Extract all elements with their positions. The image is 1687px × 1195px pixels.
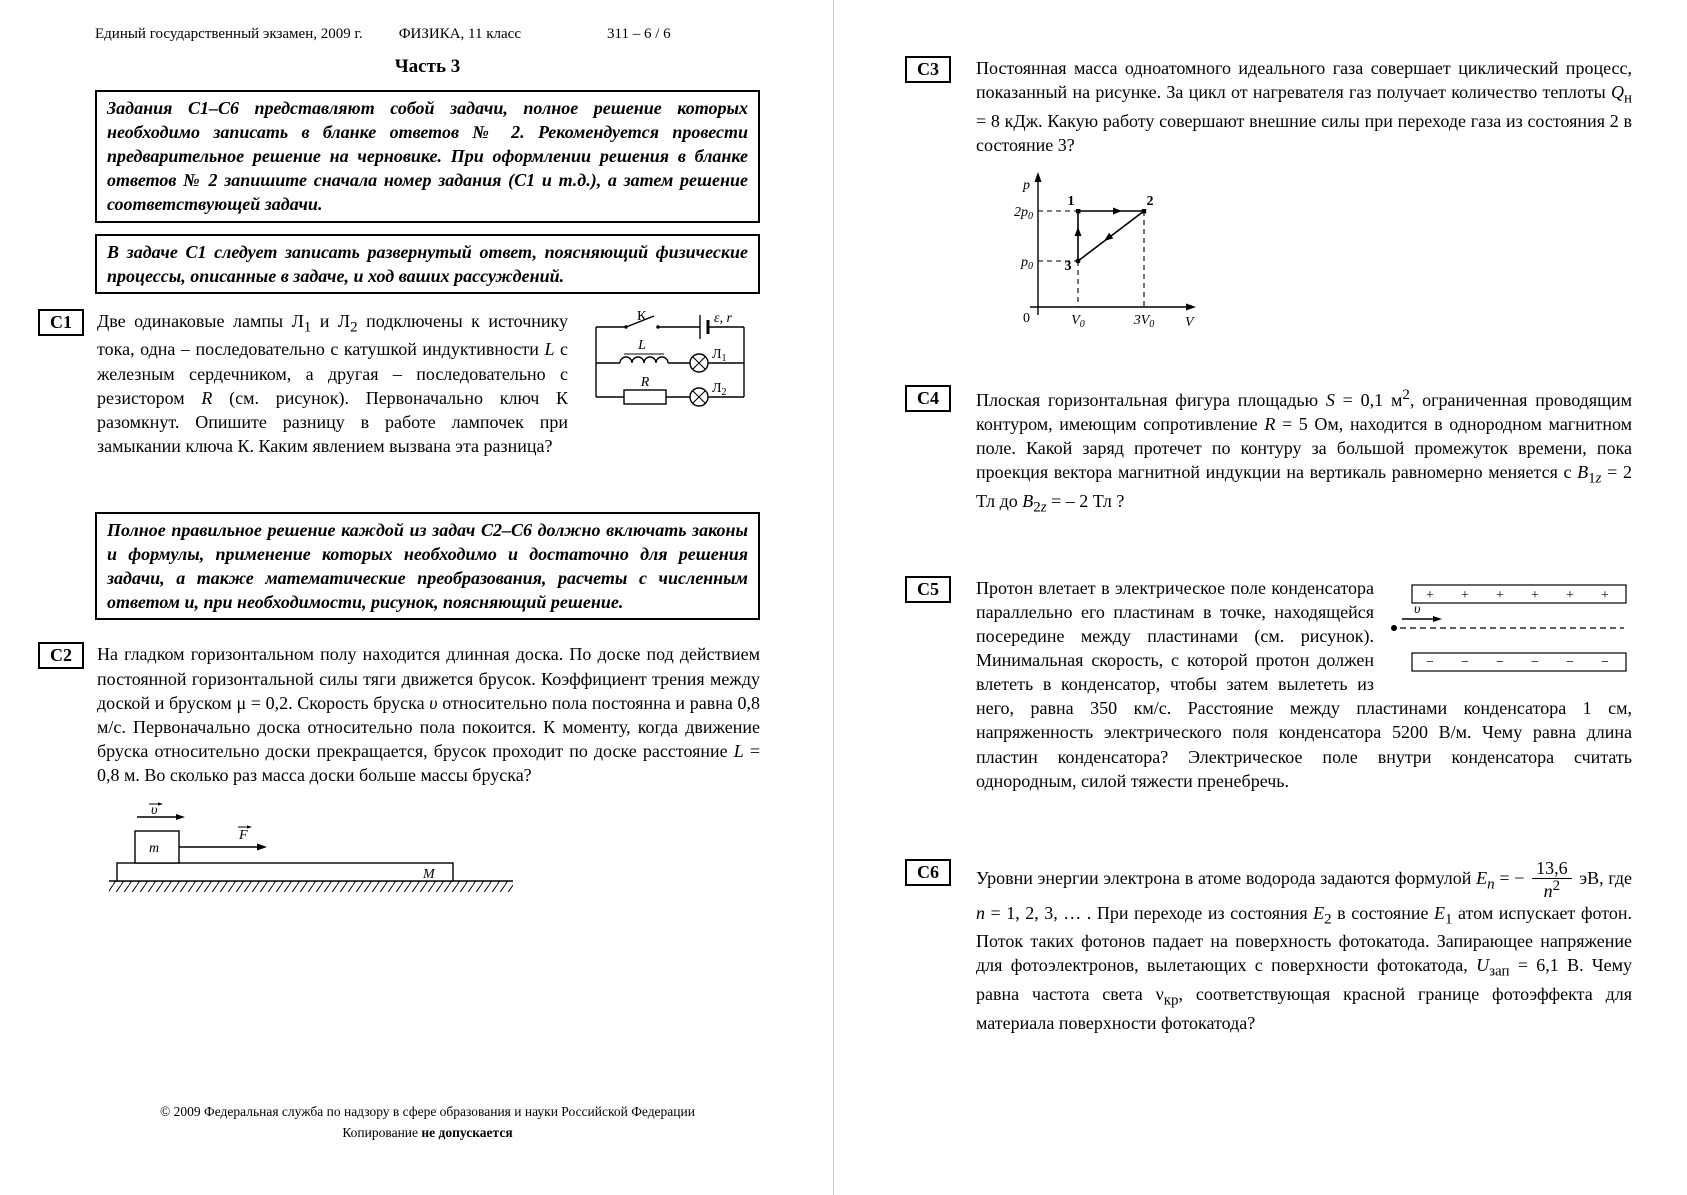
footer-copyright: © 2009 Федеральная служба по надзору в сфере образования и науки Российской Федерации <box>160 1104 695 1119</box>
capacitor-figure <box>1384 579 1632 685</box>
part-title: Часть 3 <box>394 56 461 77</box>
svg-text:−: − <box>1566 654 1574 670</box>
problem-c6-body <box>976 859 1632 1035</box>
problem-c4-body <box>976 385 1632 518</box>
capacitor-diagram <box>1384 579 1632 679</box>
force-label: F <box>239 828 248 844</box>
level-p0-label: $p_0$ <box>1021 255 1033 273</box>
bottom-plate <box>1412 653 1626 671</box>
arrow-1-2 <box>1113 208 1122 215</box>
problem-c6-text: Уровни энергии электрона в атоме водорода задаются формулой $E_n$ = − $\frac{13,6}{n^2}$ эВ, где n = 1, 2, 3, … . При переходе из состояния $E_2$ в состояние $E_1$ атом испускает фотон. Поток таких фотонов падает на поверхность фотокатода. Запирающее напряжение для фотоэлектронов, вылетающих с поверхности фотокатода, $U_{зап} = 6,1$ В. Чему равна частота света $\nu_{кр}$, соответствующая красной границе фотоэффекта для материала поверхности фотокатода? <box>976 857 1633 1033</box>
svg-text:−: − <box>1426 654 1434 670</box>
problem-c1-label: С1 <box>38 309 84 336</box>
velocity-vector-head <box>158 802 163 805</box>
v0-label: $V_0$ <box>1071 313 1085 331</box>
problem-c2-body <box>97 642 760 905</box>
svg-text:+: + <box>1566 587 1574 603</box>
svg-text:+: + <box>1496 587 1504 603</box>
instruction-box-1: Задания С1–С6 представляют собой задачи, полное решение которых необходимо записать в бланке ответов № 2. Рекомендуется провести предварительное решение на черновике. При оформлении решения в бланке ответов № 2 запишите сначала номер задания (С1 и т.д.), а затем решение соответствующей задачи. <box>95 90 760 223</box>
problem-c5-label: С5 <box>905 576 951 603</box>
problem-c4-label: С4 <box>905 385 951 412</box>
page-header <box>95 26 760 43</box>
svg-text:+: + <box>1461 587 1469 603</box>
switch-contact-dot <box>656 325 659 328</box>
proton-velocity-arrowhead <box>1433 616 1442 622</box>
top-plate <box>1412 585 1626 603</box>
svg-text:−: − <box>1461 654 1469 670</box>
velocity-arrowhead <box>176 814 185 820</box>
x-axis-arrowhead <box>1186 304 1196 311</box>
v-axis-label: V <box>1185 315 1194 331</box>
page-footer <box>95 1102 760 1144</box>
arrow-2-3 <box>1104 233 1113 241</box>
origin-label: 0 <box>1023 311 1030 327</box>
problem-c1 <box>38 309 760 458</box>
problem-c3-label: С3 <box>905 56 951 83</box>
svg-text:+: + <box>1426 587 1434 603</box>
svg-text:−: − <box>1496 654 1504 670</box>
problem-c2 <box>38 642 760 905</box>
level-2p0-label: $2p_0$ <box>1014 205 1033 223</box>
problem-c5 <box>905 576 1632 793</box>
svg-text:−: − <box>1601 654 1609 670</box>
problem-c6 <box>905 859 1632 1035</box>
inductor-label: L <box>638 337 646 353</box>
problem-c2-label: С2 <box>38 642 84 669</box>
ground-hatch <box>109 881 513 892</box>
board-rect <box>117 863 453 881</box>
state-2-label: 2 <box>1146 194 1154 210</box>
problem-c4 <box>905 385 1632 518</box>
y-axis-arrowhead <box>1035 172 1042 182</box>
svg-text:−: − <box>1531 654 1539 670</box>
force-vector-head <box>247 825 252 828</box>
circuit-figure <box>580 311 760 429</box>
state-3-marker <box>1076 259 1081 264</box>
page-number: 311 – 6 / 6 <box>607 26 671 42</box>
p-axis-label: p <box>1023 178 1030 194</box>
exam-title: Единый государственный экзамен, 2009 г. <box>95 26 363 42</box>
problem-c3-text: Постоянная масса одноатомного идеального газа совершает циклический процесс, показанный на рисунке. За цикл от нагревателя газ получает количество теплоты $Q_н = 8$ кДж. Какую работу совершают внешние силы при переходе газа из состояния 2 в состояние 3? <box>976 58 1632 155</box>
3v0-label: $3V_0$ <box>1133 313 1155 331</box>
board-diagram <box>105 801 525 899</box>
subject-title: ФИЗИКА, 11 класс <box>398 26 521 42</box>
block-label: m <box>149 841 160 857</box>
resistor-label: R <box>640 374 650 390</box>
problem-c3-body <box>976 56 1632 349</box>
problem-c6-label: С6 <box>905 859 951 886</box>
instruction-box-2: В задаче С1 следует записать развернутый ответ, поясняющий физические процессы, описанные в задаче, и ход ваших рассуждений. <box>95 234 760 294</box>
problem-c1-body <box>97 309 760 458</box>
switch-pivot-dot <box>624 325 627 328</box>
lamp2-label: $Л_2$ <box>712 380 727 398</box>
proton-dot <box>1391 625 1397 631</box>
lamp1-label: $Л_1$ <box>712 346 727 364</box>
right-column <box>905 56 1632 1035</box>
switch-label: К <box>637 310 647 324</box>
problem-c3 <box>905 56 1632 349</box>
state-1-marker <box>1076 209 1080 213</box>
circuit-diagram <box>580 311 760 423</box>
problem-c4-text: Плоская горизонтальная фигура площадью S = 0,1 $м^2$, ограниченная проводящим контуром, имеющим сопротивление R = 5 Ом, находится в однородном магнитном поле. Какой заряд протечет по контуру за большой промежуток времени, пока проекция вектора магнитной индукции на вертикаль равномерно меняется с $B_{1z} = 2$ Тл до $B_{2z}$ = – 2 Тл ? <box>976 387 1633 516</box>
board-label: M <box>423 867 435 883</box>
instruction-box-3: Полное правильное решение каждой из задач С2–С6 должно включать законы и формулы, применение которых необходимо и достаточно для решения задачи, а также математические преобразования, расчеты с численным ответом и, при необходимости, рисунок, поясняющий решение. <box>95 512 760 620</box>
column-divider <box>833 0 834 1195</box>
problem-c2-text: На гладком горизонтальном полу находится длинная доска. По доске под действием постоянной горизонтальной силы тяги движется брусок. Коэффициент трения между доской и бруском μ = 0,2. Скорость бруска υ относительно пола постоянна и равна 0,8 м/с. Первоначально доска относительно пола покоится. К моменту, когда движение бруска относительно доски прекращается, брусок проходит по доске расстояние L = 0,8 м. Во сколько раз масса доски больше массы бруска? <box>97 644 760 785</box>
state-1-label: 1 <box>1067 194 1075 210</box>
problem-c1-text: Две одинаковые лампы $Л_1$ и $Л_2$ подключены к источнику тока, одна – последовательно с катушкой индуктивности L с железным сердечником, а другая – последовательно с резистором R (см. рисунок). Первоначально ключ К разомкнут. Опишите разницу в работе лампочек при замыкании ключа К. Каким явлением вызвана эта разница? <box>97 310 569 456</box>
left-column <box>38 0 760 905</box>
state-3-label: 3 <box>1064 259 1072 275</box>
force-arrowhead <box>257 844 267 851</box>
state-2-marker <box>1142 209 1146 213</box>
pv-diagram <box>986 165 1211 343</box>
footer-copy-notice: Копирование не допускается <box>342 1124 513 1140</box>
pv-figure <box>986 165 1632 349</box>
svg-text:+: + <box>1601 587 1609 603</box>
problem-c5-text: Протон влетает в электрическое поле конденсатора параллельно его пластинам в точке, находящейся посередине между пластинами (см. рисунок). Минимальная скорость, с которой протон должен влететь в конденсатор, чтобы затем вылететь из него, равна 350 км/с. Расстояние между пластинами конденсатора 1 см, напряженность электрического поля конденсатора 5200 В/м. Чему равна длина пластин конденсатора? Электрическое поле внутри конденсатора считать однородным, силой тяжести пренебречь. <box>976 577 1632 791</box>
problem-c5-body <box>976 576 1632 793</box>
proton-velocity-label: υ <box>1414 601 1421 617</box>
velocity-label: υ <box>151 803 158 819</box>
arrow-3-1 <box>1075 227 1082 236</box>
svg-text:+: + <box>1531 587 1539 603</box>
board-figure <box>105 801 760 905</box>
emf-label: ε, r <box>714 310 732 326</box>
